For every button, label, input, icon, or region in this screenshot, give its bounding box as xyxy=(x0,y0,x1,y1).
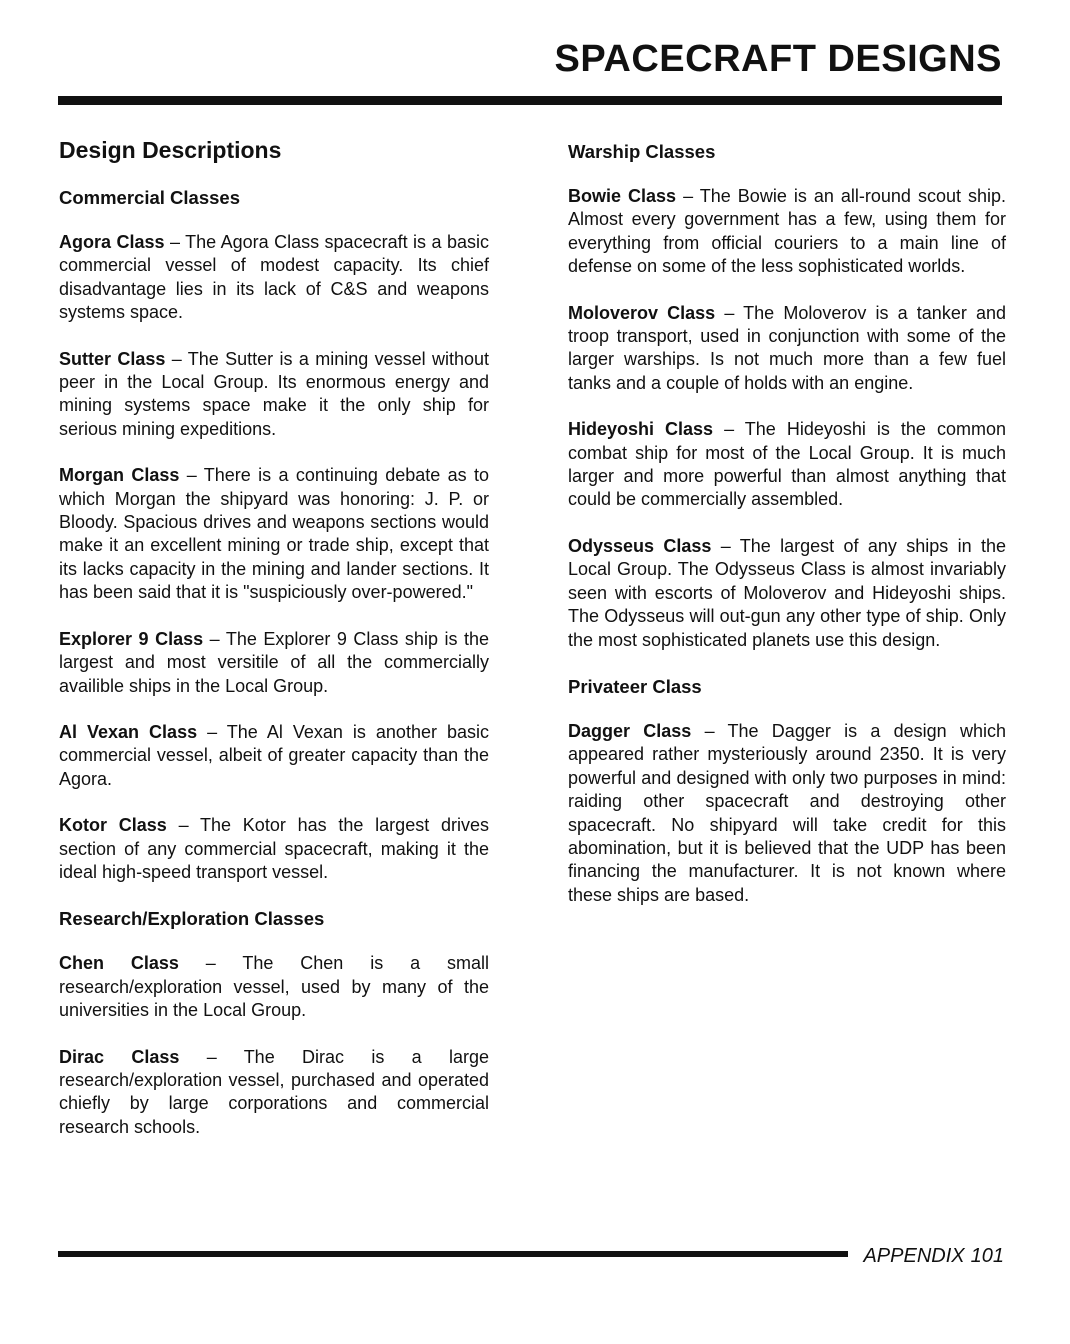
entry-bowie xyxy=(568,185,1006,279)
entry-text: – The Bowie is an all-round scout ship. Almost every government has a few, using them for everything from official couriers to a main line of defense on some of the less sophisticated worlds. xyxy=(568,186,1006,277)
privateer-heading: Privateer Class xyxy=(568,675,702,697)
entry-odysseus xyxy=(568,535,1006,652)
entry-text: – The Explorer 9 Class ship is the largest and most versitile of all the commercially availible ships in the Local Group. xyxy=(59,628,490,696)
entry-agora xyxy=(59,231,489,325)
right-column xyxy=(568,140,1006,930)
commercial-heading: Commercial Classes xyxy=(59,187,240,208)
entry-text: – The Chen is a small research/exploration vessel, used by many of the universities in the Local Group. xyxy=(59,953,489,1021)
entry-text: – The Sutter is a mining vessel without peer in the Local Group. Its enormous energy and mining systems space make it the only ship for serious mining expeditions. xyxy=(59,348,489,439)
page-footer xyxy=(857,1244,1004,1268)
page-title: SPACECRAFT DESIGNS xyxy=(554,38,1002,80)
entry-text: – The Kotor has the largest drives section of any commercial spacecraft, making it the ideal high-speed transport vessel. xyxy=(59,815,489,882)
entry-text: – The largest of any ships in the Local Group. The Odysseus Class is almost invariably seen with escorts of Moloverov and Hideyoshi ships. The Odysseus will out-gun any other type of ship. Only the most sophisticated planets use this design. xyxy=(568,535,1006,650)
entry-name: Al Vexan Class xyxy=(59,721,198,742)
header-rule xyxy=(58,96,1002,105)
entry-name: Dagger Class xyxy=(568,720,692,741)
entry-text: – The Al Vexan is another basic commercial vessel, albeit of greater capacity than the Agora. xyxy=(59,721,489,789)
section-title: Design Descriptions xyxy=(59,137,282,163)
entry-moloverov xyxy=(568,302,1006,396)
entry-dagger xyxy=(568,720,1006,907)
footer-label: APPENDIX xyxy=(863,1245,965,1267)
research-heading: Research/Exploration Classes xyxy=(59,908,325,930)
entry-text: – The Hideyoshi is the common combat ship for most of the Local Group. It is much larger and more powerful than almost anything that could be commercially assembled. xyxy=(568,419,1006,510)
entry-sutter xyxy=(59,348,489,442)
entry-text: – The Dirac is a large research/exploration vessel, purchased and operated chiefly by large corporations and commercial research schools. xyxy=(59,1046,489,1137)
entry-text: – The Moloverov is a tanker and troop transport, used in conjunction with some of the larger warships. Is not much more than a few fuel tanks and a couple of holds with an engine. xyxy=(568,302,1006,393)
entry-text: – There is a continuing debate as to which Morgan the shipyard was honoring: J. P. or Bloody. Spacious drives and weapons sections would make it an excellent mining or trade ship, except that its lacks capacity in the mining and lander sections. It has been said that it is "suspiciously over-powered." xyxy=(59,465,489,603)
left-column xyxy=(59,136,489,1162)
entry-kotor xyxy=(59,814,489,884)
entry-text: – The Dagger is a design which appeared rather mysteriously around 2350. It is very powerful and designed with only two purposes in mind: raiding other spacecraft and destroying other spacecraft. No shipyard will take credit for this abomination, but it is believed that the UDP has been financing the manufacturer. It is not known where these ships are based. xyxy=(568,720,1006,905)
entry-name: Kotor Class xyxy=(59,815,167,836)
entry-name: Odysseus Class xyxy=(568,535,712,556)
page-number: 101 xyxy=(970,1245,1004,1267)
entry-name: Dirac Class xyxy=(59,1046,180,1067)
entry-morgan xyxy=(59,464,489,604)
footer-rule xyxy=(58,1251,848,1257)
entry-chen xyxy=(59,952,489,1022)
entry-dirac xyxy=(59,1046,489,1140)
entry-name: Chen Class xyxy=(59,953,179,974)
entry-name: Bowie Class xyxy=(568,186,677,206)
entry-name: Moloverov Class xyxy=(568,302,716,323)
entry-al-vexan xyxy=(59,721,489,791)
entry-name: Agora Class xyxy=(59,232,165,252)
entry-name: Hideyoshi Class xyxy=(568,419,714,440)
entry-name: Explorer 9 Class xyxy=(59,628,204,649)
entry-name: Sutter Class xyxy=(59,348,166,369)
entry-text: – The Agora Class spacecraft is a basic commercial vessel of modest capacity. Its chief disadvantage lies in its lack of C&S and weapons systems space. xyxy=(59,232,489,323)
entry-name: Morgan Class xyxy=(59,465,180,486)
entry-explorer-9 xyxy=(59,628,489,698)
warship-heading: Warship Classes xyxy=(568,141,716,162)
entry-hideyoshi xyxy=(568,418,1006,512)
